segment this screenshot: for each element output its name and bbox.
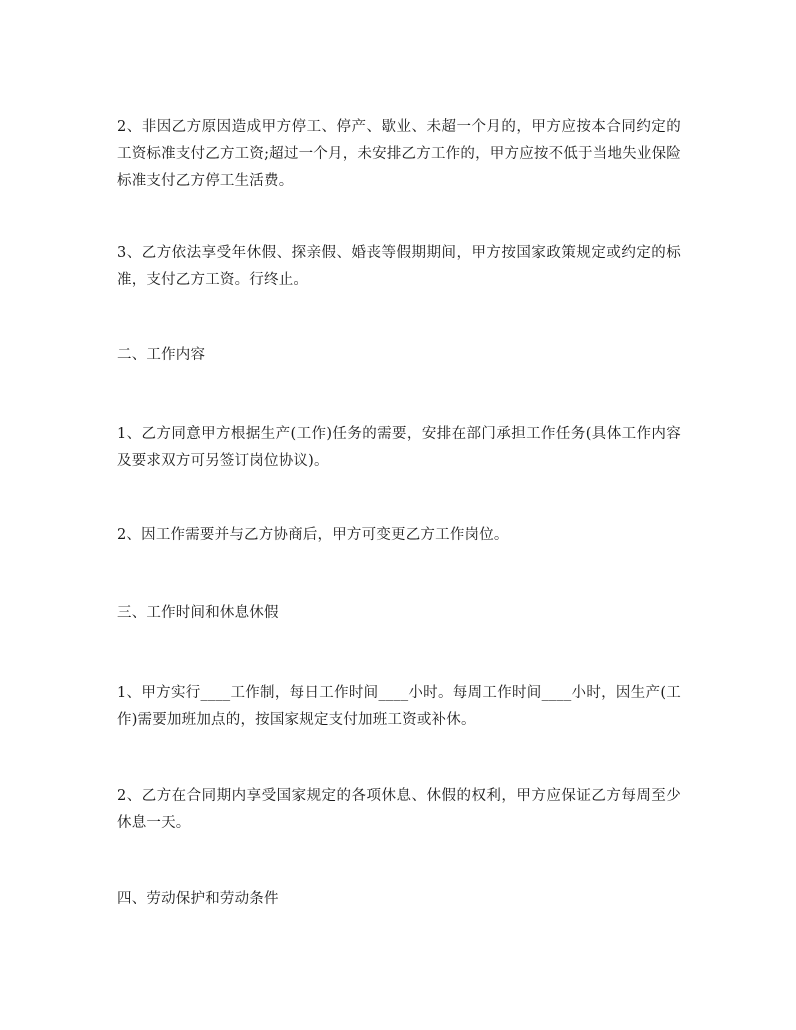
paragraph-leave-wages: 3、乙方依法享受年休假、探亲假、婚丧等假期期间，甲方按国家政策规定或约定的标准，支付乙方工资。行终止。 xyxy=(117,245,681,288)
paragraph-work-schedule: 1、甲方实行____工作制，每日工作时间____小时。每周工作时间____小时，因生产(工作)需要加班加点的，按国家规定支付加班工资或补休。 xyxy=(117,685,681,728)
section-heading-work-hours: 三、工作时间和休息休假 xyxy=(117,605,279,621)
section-heading-work-content: 二、工作内容 xyxy=(117,347,206,363)
paragraph-rest-rights: 2、乙方在合同期内享受国家规定的各项休息、休假的权利，甲方应保证乙方每周至少休息一天。 xyxy=(117,788,681,831)
paragraph-suspension-wages: 2、非因乙方原因造成甲方停工、停产、歇业、未超一个月的，甲方应按本合同约定的工资标准支付乙方工资;超过一个月，未安排乙方工作的，甲方应按不低于当地失业保险标准支付乙方停工生活费。 xyxy=(117,119,681,189)
paragraph-work-assignment: 1、乙方同意甲方根据生产(工作)任务的需要，安排在部门承担工作任务(具体工作内容及要求双方可另签订岗位协议)。 xyxy=(117,426,681,469)
paragraph-position-change: 2、因工作需要并与乙方协商后，甲方可变更乙方工作岗位。 xyxy=(117,527,509,543)
section-heading-labor-protection: 四、劳动保护和劳动条件 xyxy=(117,891,279,907)
